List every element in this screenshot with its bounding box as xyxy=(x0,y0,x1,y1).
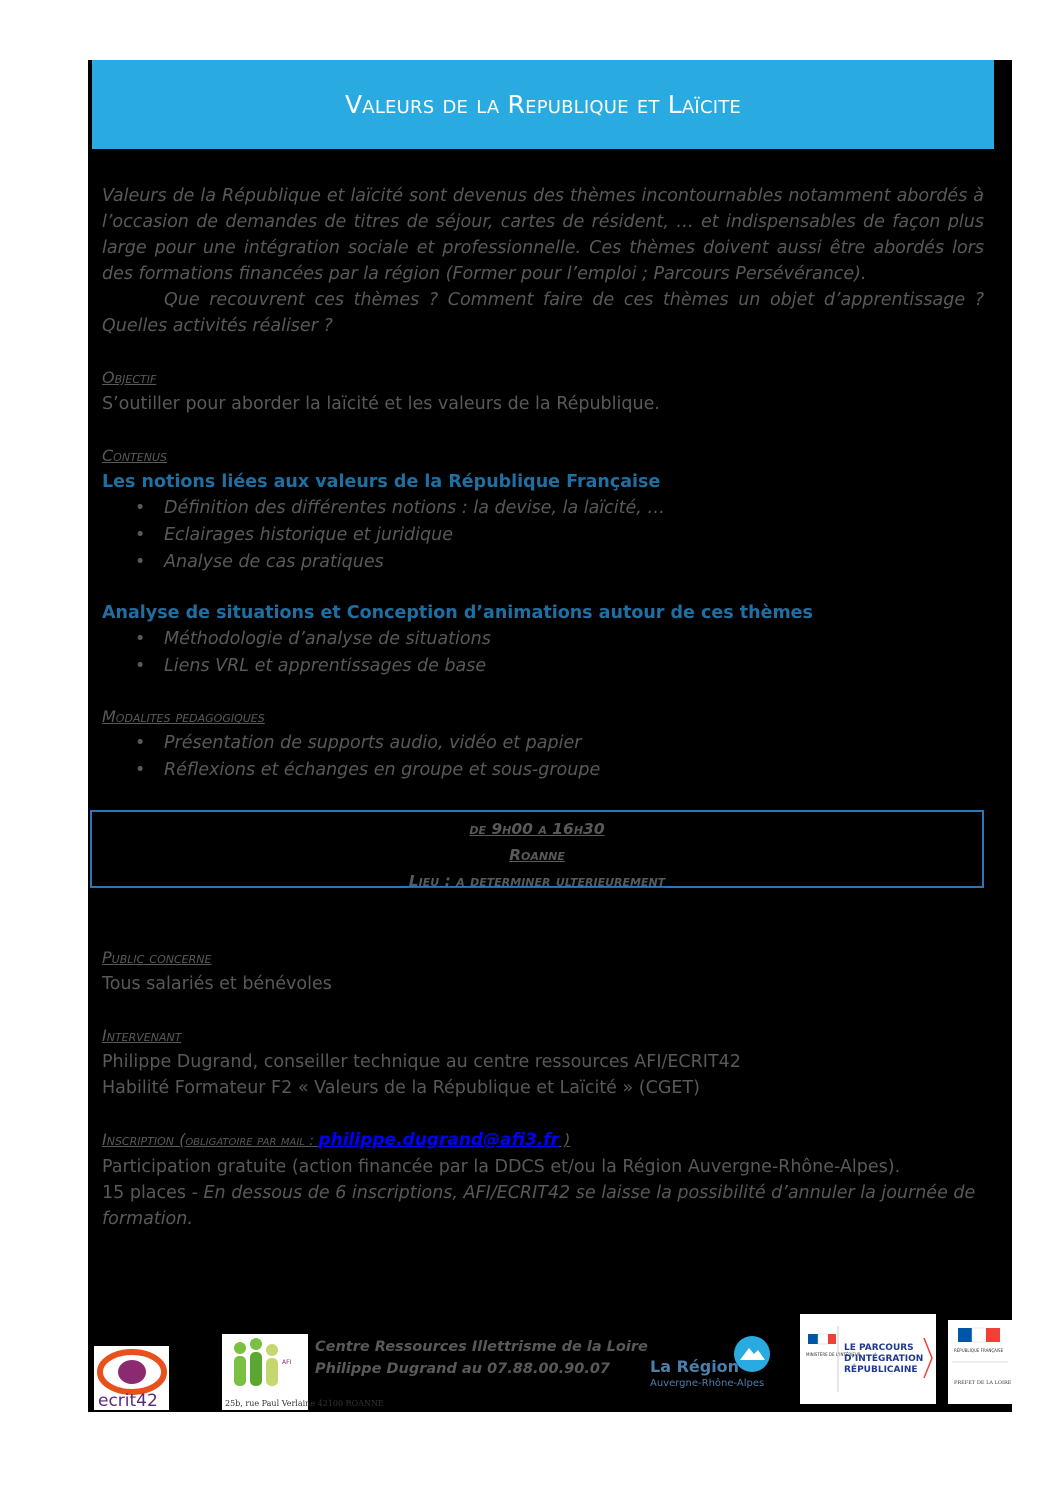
list-item: • Présentation de supports audio, vidéo et papier xyxy=(164,730,984,757)
contenus-block2-title: Analyse de situations et Conception d’animations autour de ces thèmes xyxy=(102,603,813,623)
objectif-heading: Objectif xyxy=(102,368,157,387)
session-hours: de 9h00 a 16h30 xyxy=(469,820,605,838)
modalites-list xyxy=(102,730,984,784)
list-item: • Réflexions et échanges en groupe et sous-groupe xyxy=(164,757,984,784)
inscription-line-1: Participation gratuite (action financée par la DDCS et/ou la Région Auvergne-Rhône-Alpes). xyxy=(102,1157,901,1177)
afi-address: 25b, rue Paul Verlaine 42100 ROANNE xyxy=(225,1399,384,1408)
session-place: Lieu : a determiner ulterieurement xyxy=(408,872,666,890)
inscription-close: ) xyxy=(559,1130,571,1149)
list-item: • Liens VRL et apprentissages de base xyxy=(164,653,984,680)
prefet-logo xyxy=(948,1320,1012,1404)
intervenant-line-2: Habilité Formateur F2 « Valeurs de la République et Laïcité » (CGET) xyxy=(102,1078,700,1098)
list-item: • Définition des différentes notions : la devise, la laïcité, … xyxy=(164,495,984,522)
email-link[interactable]: philippe.dugrand@afi3.fr xyxy=(318,1130,560,1150)
public-text: Tous salariés et bénévoles xyxy=(102,974,332,994)
parcours-line-2: D’INTÉGRATION xyxy=(844,1354,924,1364)
page-title: Valeurs de la Republique et Laïcite xyxy=(345,90,741,119)
list-item: • Eclairages historique et juridique xyxy=(164,522,984,549)
inscription-note: obligatoire par mail : xyxy=(185,1133,319,1149)
republique-label: RÉPUBLIQUE FRANÇAISE xyxy=(954,1348,1004,1353)
intervenant-line-1: Philippe Dugrand, conseiller technique au centre ressources AFI/ECRIT42 xyxy=(102,1052,741,1072)
region-name: La Région xyxy=(650,1357,740,1376)
intro-paragraph-1: Valeurs de la République et laïcité sont devenus des thèmes incontournables notamment abordés à l’occasion de demandes de titres de séjour, cartes de résident, … et indispensables de façon plus large pour une intégration sociale et professionnelle. Ces thèmes doivent aussi être abordés lors des formations financées par la région (Former pour l’emploi ; Parcours Persévérance). xyxy=(102,186,984,284)
objectif-text: S’outiller pour aborder la laïcité et les valeurs de la République. xyxy=(102,394,660,414)
public-heading: Public concerne xyxy=(102,948,212,967)
afi-logo xyxy=(222,1334,384,1410)
cancellation-warning: En dessous de 6 inscriptions, AFI/ECRIT42 se laisse la possibilité d’annuler la journée de formation. xyxy=(102,1183,976,1229)
modalites-heading: Modalites pedagogiques xyxy=(102,707,265,726)
intervenant-heading: Intervenant xyxy=(102,1026,182,1045)
main-content xyxy=(102,183,984,784)
footer-contact xyxy=(315,1336,648,1380)
inscription-heading xyxy=(102,1127,984,1154)
svg-text:AFI: AFI xyxy=(282,1359,292,1366)
ecrit42-logo-text: ecrit42 xyxy=(98,1391,158,1411)
title-banner xyxy=(92,60,994,149)
footer-line-1: Centre Ressources Illettrisme de la Loire xyxy=(315,1339,648,1355)
session-info-box xyxy=(90,810,984,888)
contenus-block2-list xyxy=(102,626,984,680)
session-city: Roanne xyxy=(509,846,565,864)
intro-paragraph-2: Que recouvrent ces thèmes ? Comment faire de ces thèmes un objet d’apprentissage ? Quelles activités réaliser ? xyxy=(102,290,984,336)
inscription-label: Inscription ( xyxy=(102,1130,186,1149)
prefet-label: PRÉFET DE LA LOIRE xyxy=(954,1380,1012,1386)
region-sub: Auvergne-Rhône-Alpes xyxy=(650,1378,765,1389)
parcours-line-3: RÉPUBLICAINE xyxy=(844,1365,918,1375)
parcours-logo xyxy=(800,1314,936,1404)
lower-content xyxy=(102,945,984,1232)
footer-line-2: Philippe Dugrand au 07.88.00.90.07 xyxy=(315,1361,611,1377)
list-item: • Analyse de cas pratiques xyxy=(164,549,984,576)
places-count: 15 places - xyxy=(102,1183,204,1203)
ministere-label: MINISTÈRE DE L’INTÉRIEUR xyxy=(806,1352,861,1357)
contenus-block1-list xyxy=(102,495,984,576)
contenus-block1-title: Les notions liées aux valeurs de la République Française xyxy=(102,472,661,492)
ecrit42-logo xyxy=(94,1346,169,1410)
list-item: • Méthodologie d’analyse de situations xyxy=(164,626,984,653)
parcours-line-1: LE PARCOURS xyxy=(844,1343,914,1353)
contenus-heading: Contenus xyxy=(102,446,167,465)
inscription-places xyxy=(102,1180,984,1232)
region-logo xyxy=(648,1332,774,1392)
